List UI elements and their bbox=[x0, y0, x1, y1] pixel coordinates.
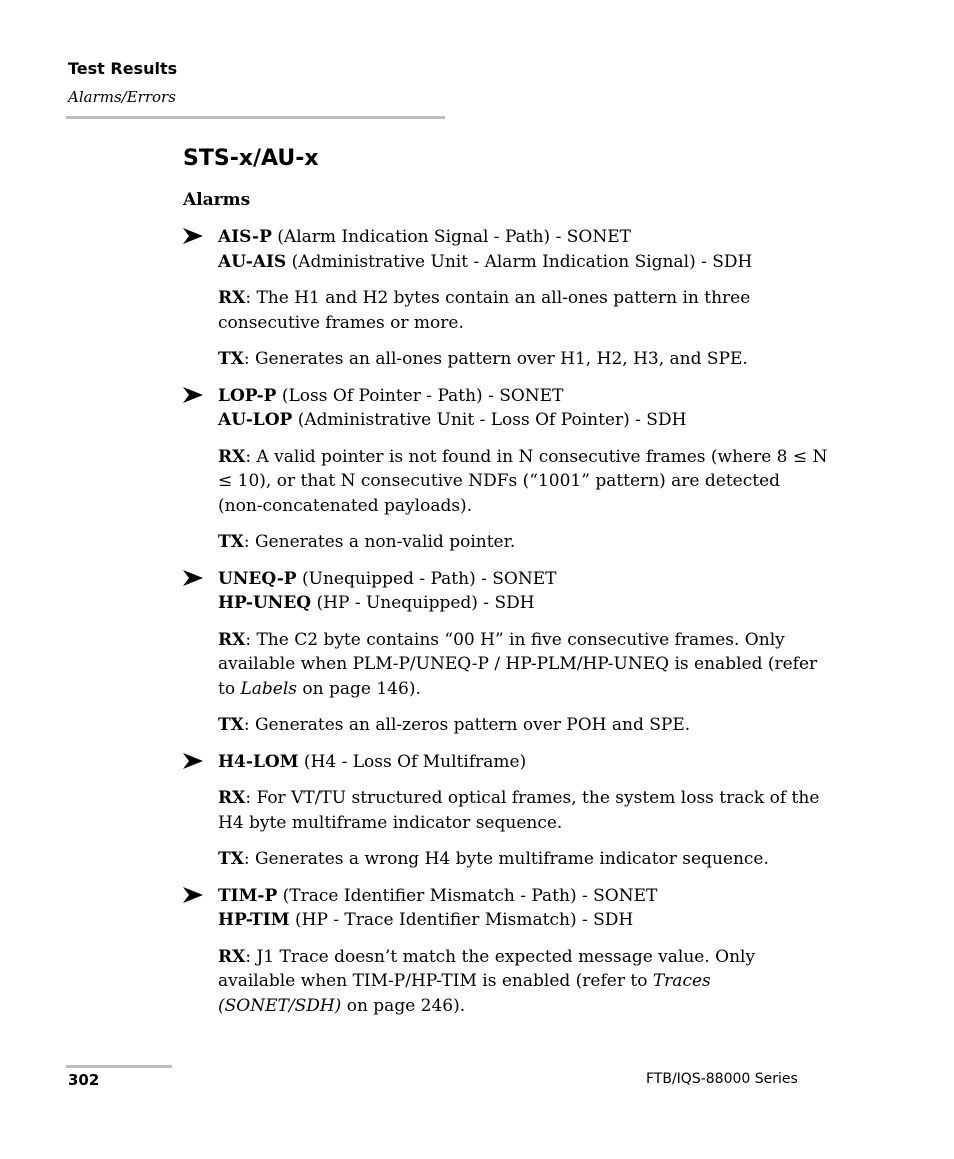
alarm-item-tim-p bbox=[218, 884, 828, 1019]
rx-paragraph bbox=[218, 286, 828, 335]
rx-text: : J1 Trace doesn’t match the expected message value. Only available when TIM-P/HP-TIM is enabled (refer to bbox=[218, 946, 756, 991]
tx-text: : Generates a wrong H4 byte multiframe indicator sequence. bbox=[243, 849, 769, 869]
rx-label: RX bbox=[218, 446, 246, 467]
rx-text: : The C2 byte contains “00 H” in five consecutive frames. Only available when PLM-P/UNEQ-P / HP-PLM/HP-UNEQ is enabled (refer to bbox=[218, 629, 818, 699]
alarm-code: AIS-P bbox=[218, 227, 272, 247]
tx-paragraph bbox=[218, 713, 828, 738]
footer-divider bbox=[66, 1065, 172, 1068]
alarm-name-line bbox=[218, 591, 828, 616]
alarms-heading: Alarms bbox=[183, 190, 251, 210]
page-number: 302 bbox=[68, 1071, 100, 1089]
alarm-description: (Loss Of Pointer - Path) - SONET bbox=[276, 385, 564, 406]
alarm-description: (H4 - Loss Of Multiframe) bbox=[298, 751, 527, 772]
tx-label: TX bbox=[218, 715, 244, 735]
alarm-name-line bbox=[218, 384, 828, 409]
alarm-code: AU-AIS bbox=[218, 251, 287, 272]
rx-text-continued: on page 146). bbox=[297, 678, 421, 699]
alarm-description: (Administrative Unit - Loss Of Pointer) - SDH bbox=[292, 410, 687, 430]
rx-paragraph bbox=[218, 786, 828, 835]
header-divider bbox=[66, 116, 445, 119]
tx-label: TX bbox=[218, 532, 244, 552]
rx-label: RX bbox=[218, 629, 246, 650]
alarm-item-h4-lom bbox=[218, 750, 828, 872]
alarm-code: TIM-P bbox=[218, 885, 278, 906]
alarm-name-line bbox=[218, 908, 828, 933]
rx-paragraph bbox=[218, 628, 828, 702]
running-header-subtitle: Alarms/Errors bbox=[68, 88, 176, 106]
arrow-bullet-icon bbox=[182, 226, 204, 246]
alarm-description: (HP - Trace Identifier Mismatch) - SDH bbox=[289, 910, 634, 930]
alarm-name-line bbox=[218, 225, 828, 250]
alarm-name-line bbox=[218, 750, 828, 775]
tx-paragraph bbox=[218, 847, 828, 872]
alarm-list bbox=[218, 225, 828, 1030]
section-title: STS-x/AU-x bbox=[183, 146, 319, 171]
cross-reference-link[interactable]: Traces (SONET/SDH) bbox=[218, 971, 711, 1016]
rx-text: : The H1 and H2 bytes contain an all-ones pattern in three consecutive frames or more. bbox=[218, 288, 751, 333]
arrow-bullet-icon bbox=[182, 568, 204, 588]
rx-paragraph bbox=[218, 445, 828, 519]
alarm-item-ais-p bbox=[218, 225, 828, 372]
tx-label: TX bbox=[218, 349, 244, 369]
tx-label: TX bbox=[218, 849, 244, 869]
arrow-bullet-icon bbox=[182, 751, 204, 771]
alarm-description: (HP - Unequipped) - SDH bbox=[311, 593, 535, 613]
rx-text-continued: on page 246). bbox=[341, 995, 466, 1016]
product-series: FTB/IQS-88000 Series bbox=[646, 1071, 798, 1087]
rx-label: RX bbox=[218, 788, 246, 808]
arrow-bullet-icon bbox=[182, 385, 204, 405]
tx-text: : Generates a non-valid pointer. bbox=[243, 532, 516, 552]
alarm-description: (Administrative Unit - Alarm Indication Signal) - SDH bbox=[286, 251, 753, 272]
alarm-name-line bbox=[218, 250, 828, 275]
alarm-code: H4-LOM bbox=[218, 751, 299, 772]
alarm-description: (Unequipped - Path) - SONET bbox=[296, 568, 557, 589]
arrow-bullet-icon bbox=[182, 885, 204, 905]
alarm-code: LOP-P bbox=[218, 385, 277, 406]
rx-label: RX bbox=[218, 288, 246, 308]
rx-text: : A valid pointer is not found in N consecutive frames (where 8 ≤ N ≤ 10), or that N consecutive NDFs (“1001” pattern) are detected (non-concatenated payloads). bbox=[218, 446, 828, 516]
tx-text: : Generates an all-ones pattern over H1, H2, H3, and SPE. bbox=[243, 349, 748, 369]
alarm-code: HP-TIM bbox=[218, 910, 290, 930]
alarm-code: HP-UNEQ bbox=[218, 593, 312, 613]
rx-text: : For VT/TU structured optical frames, the system loss track of the H4 byte multiframe indicator sequence. bbox=[218, 788, 820, 833]
rx-label: RX bbox=[218, 946, 246, 967]
alarm-item-uneq-p bbox=[218, 567, 828, 738]
alarm-item-lop-p bbox=[218, 384, 828, 555]
tx-text: : Generates an all-zeros pattern over POH and SPE. bbox=[243, 715, 691, 735]
alarm-description: (Alarm Indication Signal - Path) - SONET bbox=[271, 227, 631, 247]
cross-reference-link[interactable]: Labels bbox=[240, 678, 298, 699]
alarm-name-line bbox=[218, 567, 828, 592]
alarm-description: (Trace Identifier Mismatch - Path) - SONET bbox=[277, 885, 658, 906]
tx-paragraph bbox=[218, 530, 828, 555]
running-header-title: Test Results bbox=[68, 59, 178, 78]
tx-paragraph bbox=[218, 347, 828, 372]
rx-paragraph bbox=[218, 945, 828, 1019]
alarm-code: UNEQ-P bbox=[218, 568, 297, 589]
alarm-name-line bbox=[218, 408, 828, 433]
alarm-name-line bbox=[218, 884, 828, 909]
alarm-code: AU-LOP bbox=[218, 410, 293, 430]
